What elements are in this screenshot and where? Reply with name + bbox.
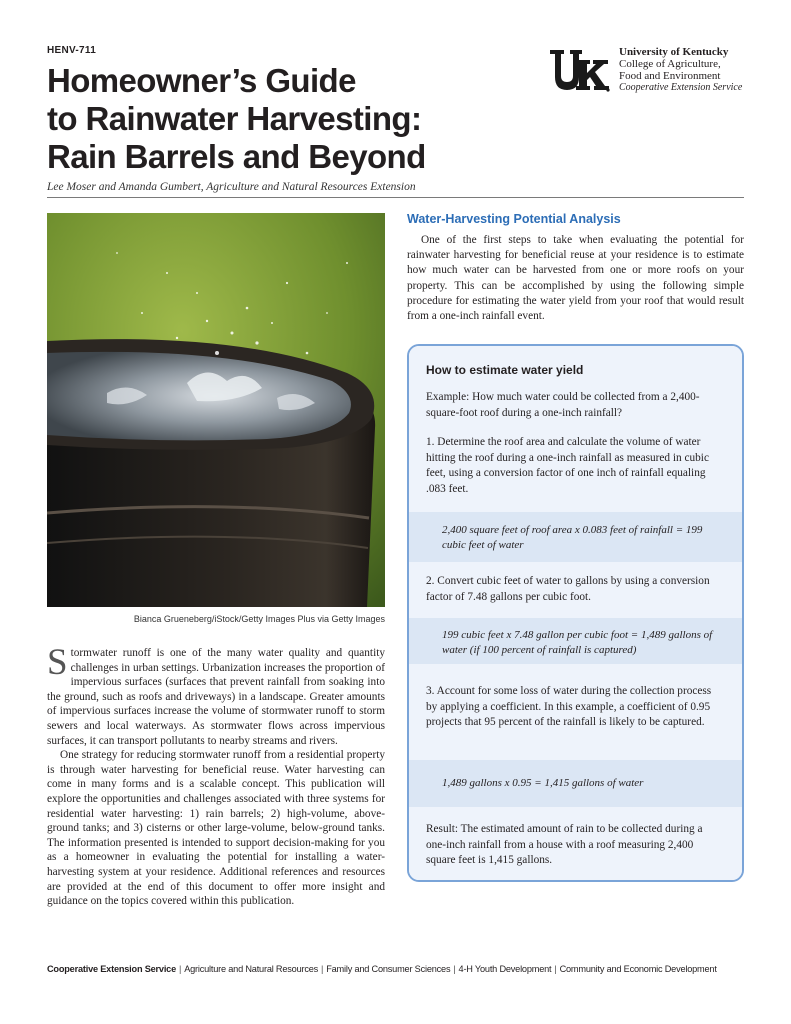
college-line-2: Food and Environment <box>619 70 721 82</box>
step-1: 1. Determine the roof area and calculate the volume of water hitting the roof during a one-inch rainfall as measured in cubic feet, using a conversion factor of one inch of rainfall equaling .083 feet. <box>426 436 709 495</box>
calculation-3: 1,489 gallons x 0.95 = 1,415 gallons of water <box>409 760 742 807</box>
section-heading: Water-Harvesting Potential Analysis <box>407 212 621 226</box>
institution-block <box>619 46 759 94</box>
water-yield-sidebar <box>407 344 744 882</box>
footer-separator: | <box>321 964 324 974</box>
footer-item-4h: 4-H Youth Development <box>458 964 552 974</box>
drop-cap: S <box>47 642 68 683</box>
calculation-1: 2,400 square feet of roof area x 0.083 feet of rainfall = 199 cubic feet of water <box>409 512 742 562</box>
rain-barrel-photo <box>47 213 385 607</box>
step-3: 3. Account for some loss of water during the collection process by applying a coefficient. In this example, a coefficient of 0.95 projects that 95 percent of the rainfall is likely to be captured. <box>426 685 712 728</box>
sidebar-title: How to estimate water yield <box>426 363 584 377</box>
title-line-3: Rain Barrels and Beyond <box>47 138 426 175</box>
sidebar-result: Result: The estimated amount of rain to be collected during a one-inch rainfall from a house with a roof measuring 2,400 square feet is 1,415 gallons. <box>426 823 703 866</box>
college-line-1: College of Agriculture, <box>619 58 721 70</box>
footer-separator: | <box>453 964 456 974</box>
footer-item-ced: Community and Economic Development <box>559 964 717 974</box>
body-paragraph-2: One strategy for reducing stormwater runoff from a residential property is through water harvesting for beneficial reuse. Water harvesting can come in many forms and is a scalable concept. This publication will explore the opportunities and challenges associated with three systems for residential water harvesting: 1) rain barrels; 2) high-volume, above-ground tanks; and 3) cisterns or other large-volume, below-ground tanks. The information presented is intended to support decision-making for you as a homeowner in evaluating the potential for installing a water-harvesting system at your residence. Additional references and resources are provided at the end of this document to offer more insight and guidance on the topics covered within this publication. <box>47 749 385 908</box>
left-body-text <box>47 642 385 909</box>
body-paragraph-1-text: tormwater runoff is one of the many water quality and quantity challenges in urban settings. Urbanization increases the proportion of impervious surfaces (surfaces that prevent rainfall from soaking into the ground, such as roofs and driveways) in a landscape. Greater amounts of impervious surfaces increase the volume of stormwater runoff to storm sewers and local waterways. As stormwater flows across impervious surfaces, it can transport pollutants to nearby streams and rivers. <box>47 647 385 747</box>
step-2: 2. Convert cubic feet of water to gallons by using a conversion factor of 7.48 gallons per cubic foot. <box>426 575 710 603</box>
photo-caption: Bianca Grueneberg/iStock/Getty Images Plus via Getty Images <box>133 614 385 624</box>
footer-separator: | <box>554 964 557 974</box>
authors-line: Lee Moser and Amanda Gumbert, Agriculture and Natural Resources Extension <box>47 181 416 193</box>
footer-item-anr: Agriculture and Natural Resources <box>184 964 319 974</box>
intro-paragraph: One of the first steps to take when evaluating the potential for rainwater harvesting for beneficial reuse at your residence is to estimate how much water can be harvested from one or more roofs on your property. This can be accomplished by using the following simple procedure for estimating the water yield from your roof that would result from a one-inch rainfall event. <box>407 234 744 323</box>
page-title <box>47 62 517 176</box>
footer-separator: | <box>179 964 182 974</box>
footer-item-fcs: Family and Consumer Sciences <box>326 964 451 974</box>
title-line-1: Homeowner’s Guide <box>47 62 356 99</box>
footer-item-ces: Cooperative Extension Service <box>47 964 177 974</box>
title-line-2: to Rainwater Harvesting: <box>47 100 422 137</box>
uk-logo-icon <box>548 46 610 94</box>
header-divider <box>47 197 744 198</box>
sidebar-example: Example: How much water could be collected from a 2,400-square-foot roof during a one-inch rainfall? <box>426 391 700 419</box>
footer-programs <box>47 964 747 974</box>
extension-service: Cooperative Extension Service <box>619 82 743 93</box>
calculation-2: 199 cubic feet x 7.48 gallon per cubic foot = 1,489 gallons of water (if 100 percent of rainfall is captured) <box>409 618 742 664</box>
body-paragraph-1 <box>47 642 385 748</box>
university-name: University of Kentucky <box>619 46 729 58</box>
publication-code: HENV-711 <box>47 45 97 56</box>
